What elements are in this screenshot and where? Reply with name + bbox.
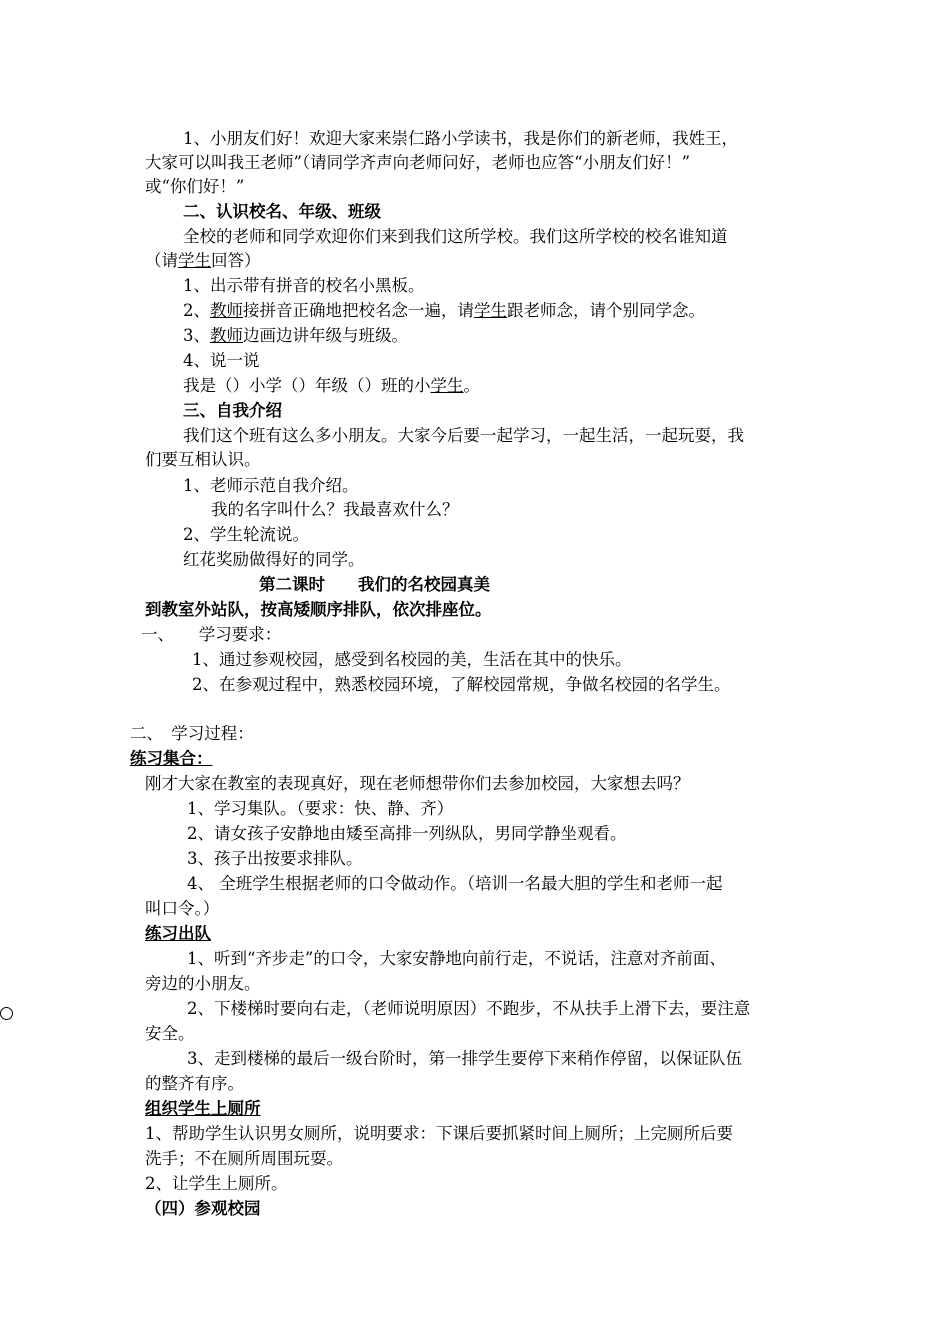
gather-item-3: 3、孩子出按要求排队。: [187, 849, 363, 868]
section-3-item-3: 红花奖励做得好的同学。: [183, 550, 365, 569]
section-3-heading: 三、自我介绍: [183, 401, 282, 420]
section-3-item-2: 2、学生轮流说。: [183, 525, 309, 544]
underlined-term: 教师: [210, 326, 243, 345]
visit-campus-heading: （四）参观校园: [145, 1199, 261, 1218]
section-3-item-1: 1、老师示范自我介绍。: [183, 476, 359, 495]
section-2-item-4: 4、说一说: [183, 351, 260, 370]
line-out-item-1-line-2: 旁边的小朋友。: [145, 974, 261, 993]
line-out-item-3-line-1: 3、走到楼梯的最后一级台阶时，第一排学生要停下来稍作停留，以保证队伍: [187, 1049, 742, 1068]
section-2-item-1: 1、出示带有拼音的校名小黑板。: [183, 276, 425, 295]
toilet-item-1-line-2: 洗手；不在厕所周围玩耍。: [145, 1149, 343, 1168]
toilet-item-2: 2、让学生上厕所。: [145, 1174, 288, 1193]
section-3-para-2: 们要互相认识。: [145, 450, 261, 469]
underlined-term: 学生: [474, 301, 507, 320]
section-2-item-2: [183, 299, 705, 323]
requirements-heading: 一、 学习要求：: [141, 625, 282, 644]
margin-circle-icon: [0, 1007, 13, 1020]
text-run: 我是（）小学（）年级（）班的小: [183, 376, 431, 395]
text-run: 边画边讲年级与班级。: [243, 326, 408, 345]
section-3-item-1-sub: 我的名字叫什么？我最喜欢什么？: [211, 500, 459, 519]
requirement-2: 2、在参观过程中，熟悉校园环境，了解校园常规，争做名校园的名学生。: [192, 675, 731, 694]
text-run: 跟老师念，请个别同学念。: [507, 301, 705, 320]
underlined-term: 教师: [210, 301, 243, 320]
process-heading: 二、 学习过程：: [130, 724, 254, 743]
underlined-term: 学生: [430, 376, 464, 395]
line-out-item-1-line-1: 1、听到“齐步走”的口令，大家安静地向前行走，不说话，注意对齐前面、: [187, 949, 726, 968]
gather-para: 刚才大家在教室的表现真好，现在老师想带你们去参加校园，大家想去吗？: [145, 774, 690, 793]
gather-item-1: 1、学习集队。（要求：快、静、齐）: [187, 799, 454, 818]
text-run: （请: [145, 251, 178, 270]
toilet-item-1-line-1: 1、帮助学生认识男女厕所，说明要求：下课后要抓紧时间上厕所；上完厕所后要: [145, 1124, 733, 1143]
section-2-heading: 二、认识校名、年级、班级: [183, 202, 381, 221]
line-out-item-3-line-2: 的整齐有序。: [145, 1074, 244, 1093]
line-out-item-2-line-1: 2、下楼梯时要向右走，（老师说明原因）不跑步，不从扶手上滑下去，要注意: [187, 999, 751, 1018]
gather-item-4-line-2: 叫口令。）: [145, 899, 220, 918]
intro-line-2: 大家可以叫我王老师”（请同学齐声向老师问好，老师也应答“小朋友们好！”: [145, 153, 691, 172]
text-run: 回答）: [211, 251, 261, 270]
gather-item-4-line-1: 4、 全班学生根据老师的口令做动作。（培训一名最大胆的学生和老师一起: [187, 874, 723, 893]
gather-item-2: 2、请女孩子安静地由矮至高排一列纵队，男同学静坐观看。: [187, 824, 627, 843]
requirement-1: 1、通过参观校园，感受到名校园的美，生活在其中的快乐。: [192, 650, 632, 669]
toilet-heading: 组织学生上厕所: [145, 1099, 261, 1118]
gather-heading: 练习集合：: [130, 749, 213, 768]
text-run: 2、: [183, 301, 210, 320]
section-2-para-1: 全校的老师和同学欢迎你们来到我们这所学校。我们这所学校的校名谁知道: [183, 227, 728, 246]
text-run: 3、: [183, 326, 210, 345]
underlined-term: 学生: [178, 251, 211, 270]
intro-line-1: 1、小朋友们好！欢迎大家来崇仁路小学读书，我是你们的新老师，我姓王，: [183, 129, 738, 148]
text-run: 接拼音正确地把校名念一遍，请: [243, 301, 474, 320]
section-3-para-1: 我们这个班有这么多小朋友。大家今后要一起学习，一起生活，一起玩耍，我: [183, 426, 744, 445]
lesson-2-title: 第二课时 我们的名校园真美: [259, 575, 490, 594]
section-2-item-3: [183, 324, 408, 348]
lesson-2-subtitle: 到教室外站队，按高矮顺序排队，依次排座位。: [145, 600, 492, 619]
section-2-para-2: [145, 249, 261, 273]
intro-line-3: 或“你们好！”: [145, 177, 245, 196]
text-run: 。: [463, 376, 480, 395]
line-out-heading: 练习出队: [145, 924, 211, 943]
section-2-item-5: [183, 374, 480, 398]
line-out-item-2-line-2: 安全。: [145, 1024, 195, 1043]
